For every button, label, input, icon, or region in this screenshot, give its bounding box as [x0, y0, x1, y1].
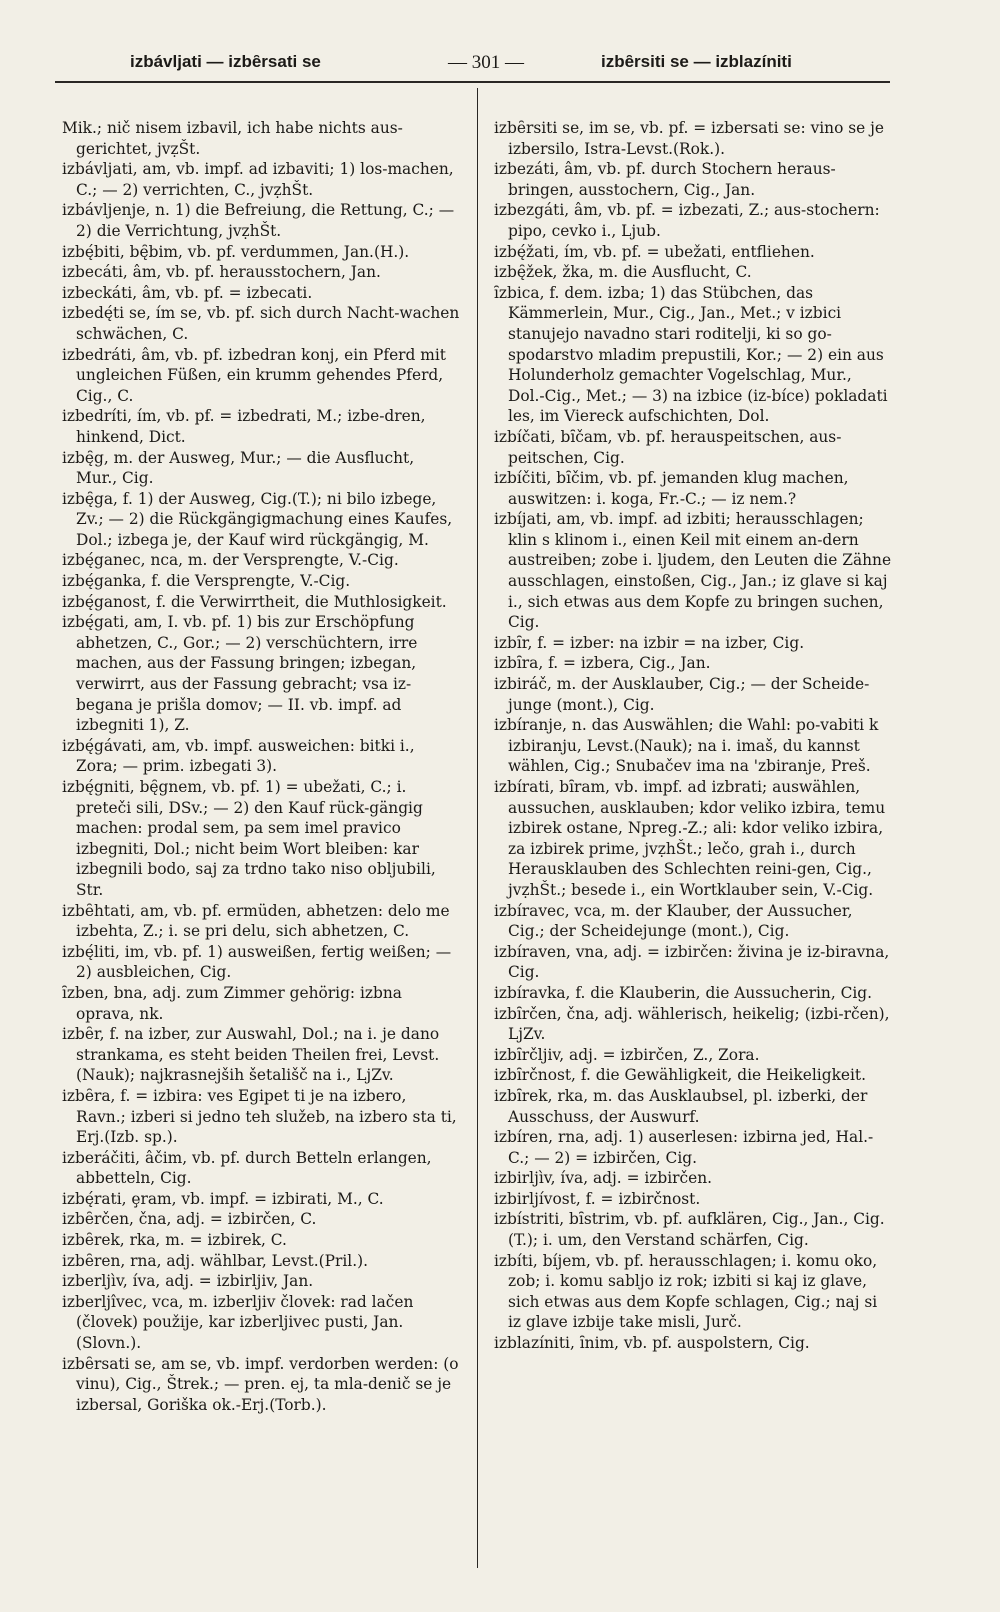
dictionary-entry: izbȇrsiti se, im se, vb. pf. = izbersati se: vino se je izbersilo, Istra-Levst.(Rok.).	[494, 119, 885, 158]
dictionary-entry: izbedráti, âm, vb. pf. izbedran konj, ein Pferd mit ungleichen Füßen, ein krumm gehendes Pferd, Cig., C.	[62, 345, 446, 405]
dictionary-entry: izbíraven, vna, adj. = izbirčen: živina je iz-biravna, Cig.	[494, 942, 890, 982]
dictionary-entry: izbȇr, f. na izber, zur Auswahl, Dol.; na i. je dano strankama, es steht beiden Theilen frei, Levst.(Nauk); najkrasnejših šetališč na i., LjZv.	[62, 1025, 440, 1085]
dictionary-entry: izbezgáti, âm, vb. pf. = izbezati, Z.; aus-stochern: pipo, cevko i., Ljub.	[494, 201, 880, 240]
dictionary-entry: izbirljìv, íva, adj. = izbirčen.	[494, 1169, 713, 1188]
dictionary-entry: izbę̑g, m. der Ausweg, Mur.; — die Ausflucht, Mur., Cig.	[62, 448, 415, 488]
dictionary-entry: izbę̑ga, f. 1) der Ausweg, Cig.(T.); ni bilo izbege, Zv.; — 2) die Rückgängigmachung eines Kaufes, Dol.; izbega je, der Kauf wird rückgängig, M.	[62, 489, 453, 549]
page-number: — 301 —	[448, 52, 524, 73]
header-right-guide-words: izbȇrsiti se — izblazíniti	[601, 52, 792, 71]
dictionary-entry: izbíravka, f. die Klauberin, die Aussucherin, Cig.	[494, 983, 873, 1002]
dictionary-entry: izberljîvec, vca, m. izberljiv človek: rad lačen (človek) použije, kar izberljivec pusti, Jan. (Slovn.).	[62, 1292, 414, 1353]
dictionary-entry: izbę́rati, ȩram, vb. impf. = izbirati, M., C.	[62, 1189, 384, 1208]
dictionary-entry: izbę́ganost, f. die Verwirrtheit, die Muthlosigkeit.	[62, 592, 447, 611]
dictionary-entry: izbíranje, n. das Auswählen; die Wahl: po-vabiti k izbiranju, Levst.(Nauk); na i. imaš, du kannst wählen, Cig.; Snubačev ima na 'zbiranje, Preš.	[494, 716, 879, 776]
dictionary-entry: izbȇren, rna, adj. wählbar, Levst.(Pril.).	[62, 1251, 368, 1270]
header-rule	[55, 81, 890, 83]
left-column	[62, 118, 460, 1415]
dictionary-entry: izbȇrčen, čna, adj. = izbirčen, C.	[62, 1210, 317, 1229]
dictionary-entry: izbę́liti, im, vb. pf. 1) ausweißen, fertig weißen; — 2) ausbleichen, Cig.	[62, 942, 452, 982]
dictionary-entry: izbę̑žek, žka, m. die Ausflucht, C.	[494, 263, 752, 282]
dictionary-entry: izbȇhtati, am, vb. pf. ermüden, abhetzen: delo me izbehta, Z.; i. se pri delu, sich abhetzen, C.	[62, 901, 450, 941]
dictionary-entry: izbę́žati, ím, vb. pf. = ubežati, entfliehen.	[494, 242, 815, 261]
dictionary-entry: izbę́gniti, bę̑gnem, vb. pf. 1) = ubežati, C.; i. preteči sili, DSv.; — 2) den Kauf rück-gängig machen: prodal sem, pa sem imel pravico izbegniti, Dol.; nicht beim Wort bleiben: kar izbegnili bodo, saj za trdno tako niso obljubili, Str.	[62, 778, 436, 899]
dictionary-entry: izbę́gati, am, I. vb. pf. 1) bis zur Erschöpfung abhetzen, C., Gor.; — 2) verschüchtern, irre machen, aus der Fassung bringen; izbegan, verwirrt, aus der Fassung gebracht; vsa iz-begana je prišla domov; — II. vb. impf. ad izbegniti 1), Z.	[62, 613, 418, 735]
dictionary-entry: izbírati, bȋram, vb. impf. ad izbrati; auswählen, aussuchen, ausklauben; kdor veliko izbira, temu izbirek ostane, Npreg.-Z.; ali: kdor veliko izbira, za izbirek prime, jvẓhŠt.; lečo, grah i., durch Herausklauben des Schlechten reini-gen, Cig., jvẓhŠt.; besede i., ein Wortklauber sein, V.-Cig.	[494, 778, 886, 899]
dictionary-entry: izbȇrek, rka, m. = izbirek, C.	[62, 1231, 287, 1250]
dictionary-entry: izbávljati, am, vb. impf. ad izbaviti; 1) los-machen, C.; — 2) verrichten, C., jvẓhŠt.	[62, 160, 454, 199]
dictionary-entry: ȋzbica, f. dem. izba; 1) das Stübchen, das Kämmerlein, Mur., Cig., Jan., Met.; v izbici stanujejo navadno stari roditelji, ki so go-spodarstvo mladim prepustili, Kor.; — 2) ein aus Holunderholz gemachter Vogelschlag, Mur., Dol.-Cig., Met.; — 3) na izbice (iz-bíce) pokladati les, im Viereck aufschichten, Dol.	[494, 283, 888, 426]
dictionary-entry: izbíren, rna, adj. 1) auserlesen: izbirna jed, Hal.-C.; — 2) = izbirčen, Cig.	[494, 1128, 874, 1167]
dictionary-entry: izbȋr, f. = izber: na izbir = na izber, Cig.	[494, 633, 805, 652]
dictionary-entry: izberáčiti, âčim, vb. pf. durch Betteln erlangen, abbetteln, Cig.	[62, 1148, 432, 1188]
right-column	[494, 118, 892, 1354]
column-divider	[477, 88, 478, 1568]
dictionary-entry: izbȋrčnost, f. die Gewähligkeit, die Heikeligkeit.	[494, 1066, 867, 1085]
page-header	[120, 44, 920, 80]
dictionary-entry: izbávljenje, n. 1) die Befreiung, die Rettung, C.; — 2) die Verrichtung, jvẓhŠt.	[62, 201, 455, 240]
dictionary-entry: izbecáti, âm, vb. pf. herausstochern, Jan.	[62, 263, 381, 282]
dictionary-entry: Mik.; nič nisem izbavil, ich habe nichts aus-gerichtet, jvẓŠt.	[62, 119, 403, 158]
dictionary-entry: izbę́ganka, f. die Versprengte, V.-Cig.	[62, 572, 351, 591]
dictionary-entry: izbę́gávati, am, vb. impf. ausweichen: bitki i., Zora; — prim. izbegati 3).	[62, 736, 415, 776]
header-left-guide-words: izbávljati — izbȇrsati se	[130, 52, 321, 71]
dictionary-entry: izbiráč, m. der Ausklauber, Cig.; — der Scheide-junge (mont.), Cig.	[494, 675, 870, 714]
dictionary-entry: izbę́biti, bę̑bim, vb. pf. verdummen, Jan.(H.).	[62, 242, 410, 261]
dictionary-entry: izblazíniti, ȋnim, vb. pf. auspolstern, Cig.	[494, 1334, 810, 1353]
dictionary-entry: izbȋrčen, čna, adj. wählerisch, heikelig; (izbi-rčen), LjZv.	[494, 1004, 890, 1044]
dictionary-entry: izbedę́ti se, ím se, vb. pf. sich durch Nacht-wachen schwächen, C.	[62, 304, 460, 343]
dictionary-entry: izbirljívost, f. = izbirčnost.	[494, 1189, 701, 1208]
dictionary-entry: izbístriti, bȋstrim, vb. pf. aufklären, Cig., Jan., Cig.(T.); i. um, den Verstand schärfen, Cig.	[494, 1210, 885, 1250]
dictionary-entry: izbȇrsati se, am se, vb. impf. verdorben werden: (o vinu), Cig., Štrek.; — pren. ej, ta mla-denič se je izbersal, Goriška ok.-Erj.(Torb.).	[62, 1354, 459, 1414]
dictionary-entry: izbíravec, vca, m. der Klauber, der Aussucher, Cig.; der Scheidejunge (mont.), Cig.	[494, 901, 853, 941]
dictionary-entry: izbȋrčljiv, adj. = izbirčen, Z., Zora.	[494, 1045, 760, 1064]
dictionary-entry: izbeckáti, âm, vb. pf. = izbecati.	[62, 283, 313, 302]
dictionary-entry: izbezáti, âm, vb. pf. durch Stochern heraus-bringen, ausstochern, Cig., Jan.	[494, 160, 836, 199]
dictionary-entry: izbę́ganec, nca, m. der Versprengte, V.-Cig.	[62, 551, 399, 570]
dictionary-entry: izberljìv, íva, adj. = izbirljiv, Jan.	[62, 1272, 314, 1291]
dictionary-entry: izbíti, bíjem, vb. pf. herausschlagen; i. komu oko, zob; i. komu sabljo iz rok; izbiti si kaj iz glave, sich etwas aus dem Kopfe schlagen, Cig.; naj si iz glave izbije take misli, Jurč.	[494, 1251, 878, 1332]
dictionary-entry: izbíčiti, bȋčim, vb. pf. jemanden klug machen, auswitzen: i. koga, Fr.-C.; — iz nem.?	[494, 469, 849, 508]
dictionary-entry: izbȋra, f. = izbera, Cig., Jan.	[494, 654, 711, 673]
dictionary-entry: izbíjati, am, vb. impf. ad izbiti; herausschlagen; klin s klinom i., einen Keil mit einem an-dern austreiben; zobe i. ljudem, den Leuten die Zähne ausschlagen, einstoßen, Cig., Jan.; iz glave si kaj i., sich etwas aus dem Kopfe zu bringen suchen, Cig.	[494, 510, 892, 632]
dictionary-entry: izbȋrek, rka, m. das Ausklaubsel, pl. izberki, der Ausschuss, der Auswurf.	[494, 1086, 868, 1126]
dictionary-entry: izbȇra, f. = izbira: ves Egipet ti je na izbero, Ravn.; izberi si jedno teh služeb, na izbero sta ti, Erj.(Izb. sp.).	[62, 1086, 457, 1147]
dictionary-entry: izbíčati, bȋčam, vb. pf. herauspeitschen, aus-peitschen, Cig.	[494, 427, 842, 467]
dictionary-entry: izbedríti, ím, vb. pf. = izbedrati, M.; izbe-dren, hinkend, Dict.	[62, 407, 426, 446]
dictionary-entry: ȋzben, bna, adj. zum Zimmer gehörig: izbna oprava, nk.	[62, 983, 402, 1023]
